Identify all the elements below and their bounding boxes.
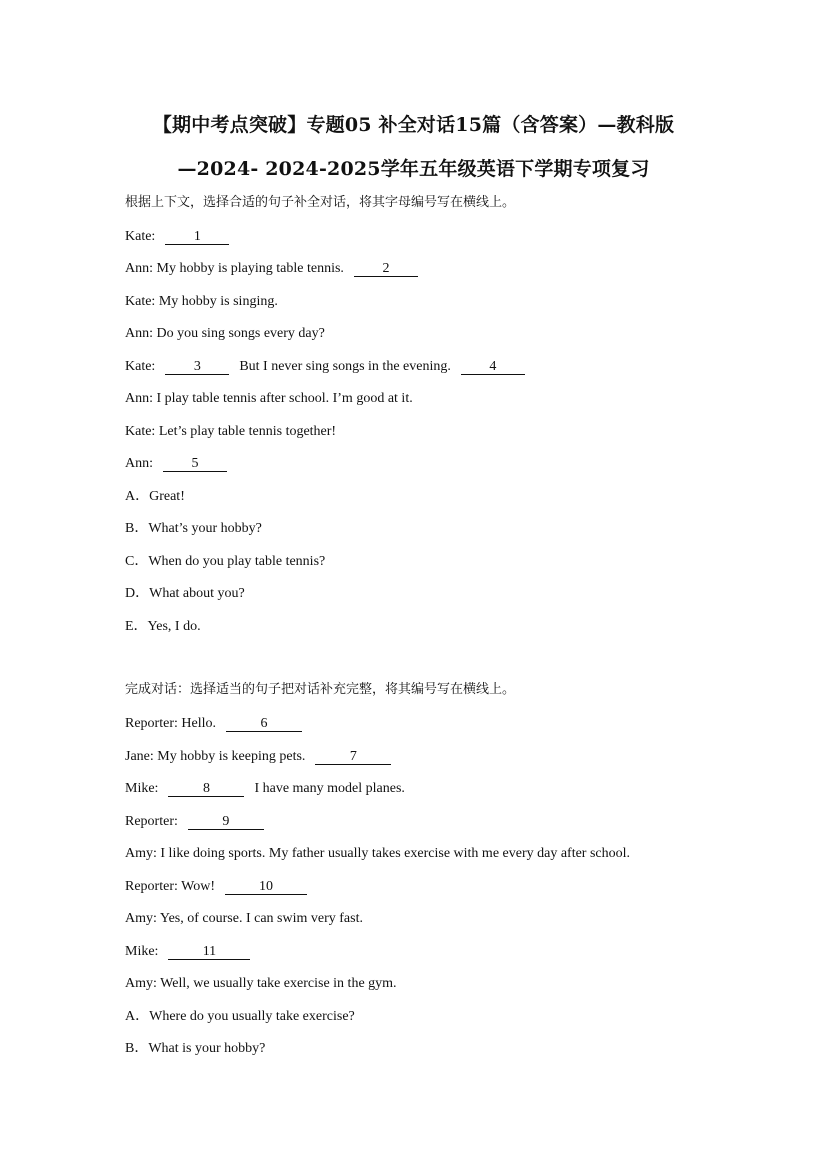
dialogue-line: Ann: Do you sing songs every day? (125, 326, 325, 341)
option-e: E．Yes, I do. (125, 619, 201, 634)
dialogue-line: Ann: 5 (125, 456, 229, 472)
answer-blank-8[interactable]: 8 (168, 782, 244, 797)
section1-instruction: 根据上下文，选择合适的句子补全对话，将其字母编号写在横线上。 (125, 195, 516, 210)
dialogue-line: Amy: Well, we usually take exercise in the gym. (125, 976, 397, 991)
dialogue-line: Amy: Yes, of course. I can swim very fast. (125, 911, 363, 926)
answer-blank-10[interactable]: 10 (225, 880, 307, 895)
page-title-line-2: —2024- 2024-2025学年五年级英语下学期专项复习 (177, 158, 650, 180)
answer-blank-2[interactable]: 2 (354, 262, 418, 277)
dialogue-line: Mike: 11 (125, 944, 252, 960)
dialogue-line: Reporter: Wow! 10 (125, 879, 309, 895)
dialogue-line: Ann: My hobby is playing table tennis. 2 (125, 261, 420, 277)
section2-instruction: 完成对话：选择适当的句子把对话补充完整，将其编号写在横线上。 (125, 682, 516, 697)
answer-blank-9[interactable]: 9 (188, 815, 264, 830)
dialogue-line: Reporter: Hello. 6 (125, 716, 304, 732)
option-a: A．Great! (125, 489, 185, 504)
answer-blank-4[interactable]: 4 (461, 360, 525, 375)
dialogue-line: Reporter: 9 (125, 814, 266, 830)
option-b: B．What’s your hobby? (125, 521, 262, 536)
dialogue-line: Kate: Let’s play table tennis together! (125, 424, 337, 439)
option-c: C．When do you play table tennis? (125, 554, 326, 569)
answer-blank-11[interactable]: 11 (168, 945, 250, 960)
dialogue-line: Ann: I play table tennis after school. I’m good at it. (125, 391, 413, 406)
option-b: B．What is your hobby? (125, 1041, 266, 1056)
dialogue-line: Amy: I like doing sports. My father usually takes exercise with me every day after school. (125, 846, 631, 861)
dialogue-line: Kate: 1 (125, 229, 231, 245)
dialogue-line: Mike: 8 I have many model planes. (125, 781, 405, 796)
page-title-line-1: 【期中考点突破】专题05 补全对话15篇（含答案）—教科版 (152, 114, 675, 136)
answer-blank-3[interactable]: 3 (165, 360, 229, 375)
dialogue-line: Jane: My hobby is keeping pets. 7 (125, 749, 393, 765)
answer-blank-6[interactable]: 6 (226, 717, 302, 732)
option-a: A．Where do you usually take exercise? (125, 1009, 355, 1024)
option-d: D．What about you? (125, 586, 245, 601)
answer-blank-7[interactable]: 7 (315, 750, 391, 765)
dialogue-line: Kate: My hobby is singing. (125, 294, 278, 309)
answer-blank-1[interactable]: 1 (165, 230, 229, 245)
answer-blank-5[interactable]: 5 (163, 457, 227, 472)
dialogue-line: Kate: 3 But I never sing songs in the evening. 4 (125, 359, 527, 375)
